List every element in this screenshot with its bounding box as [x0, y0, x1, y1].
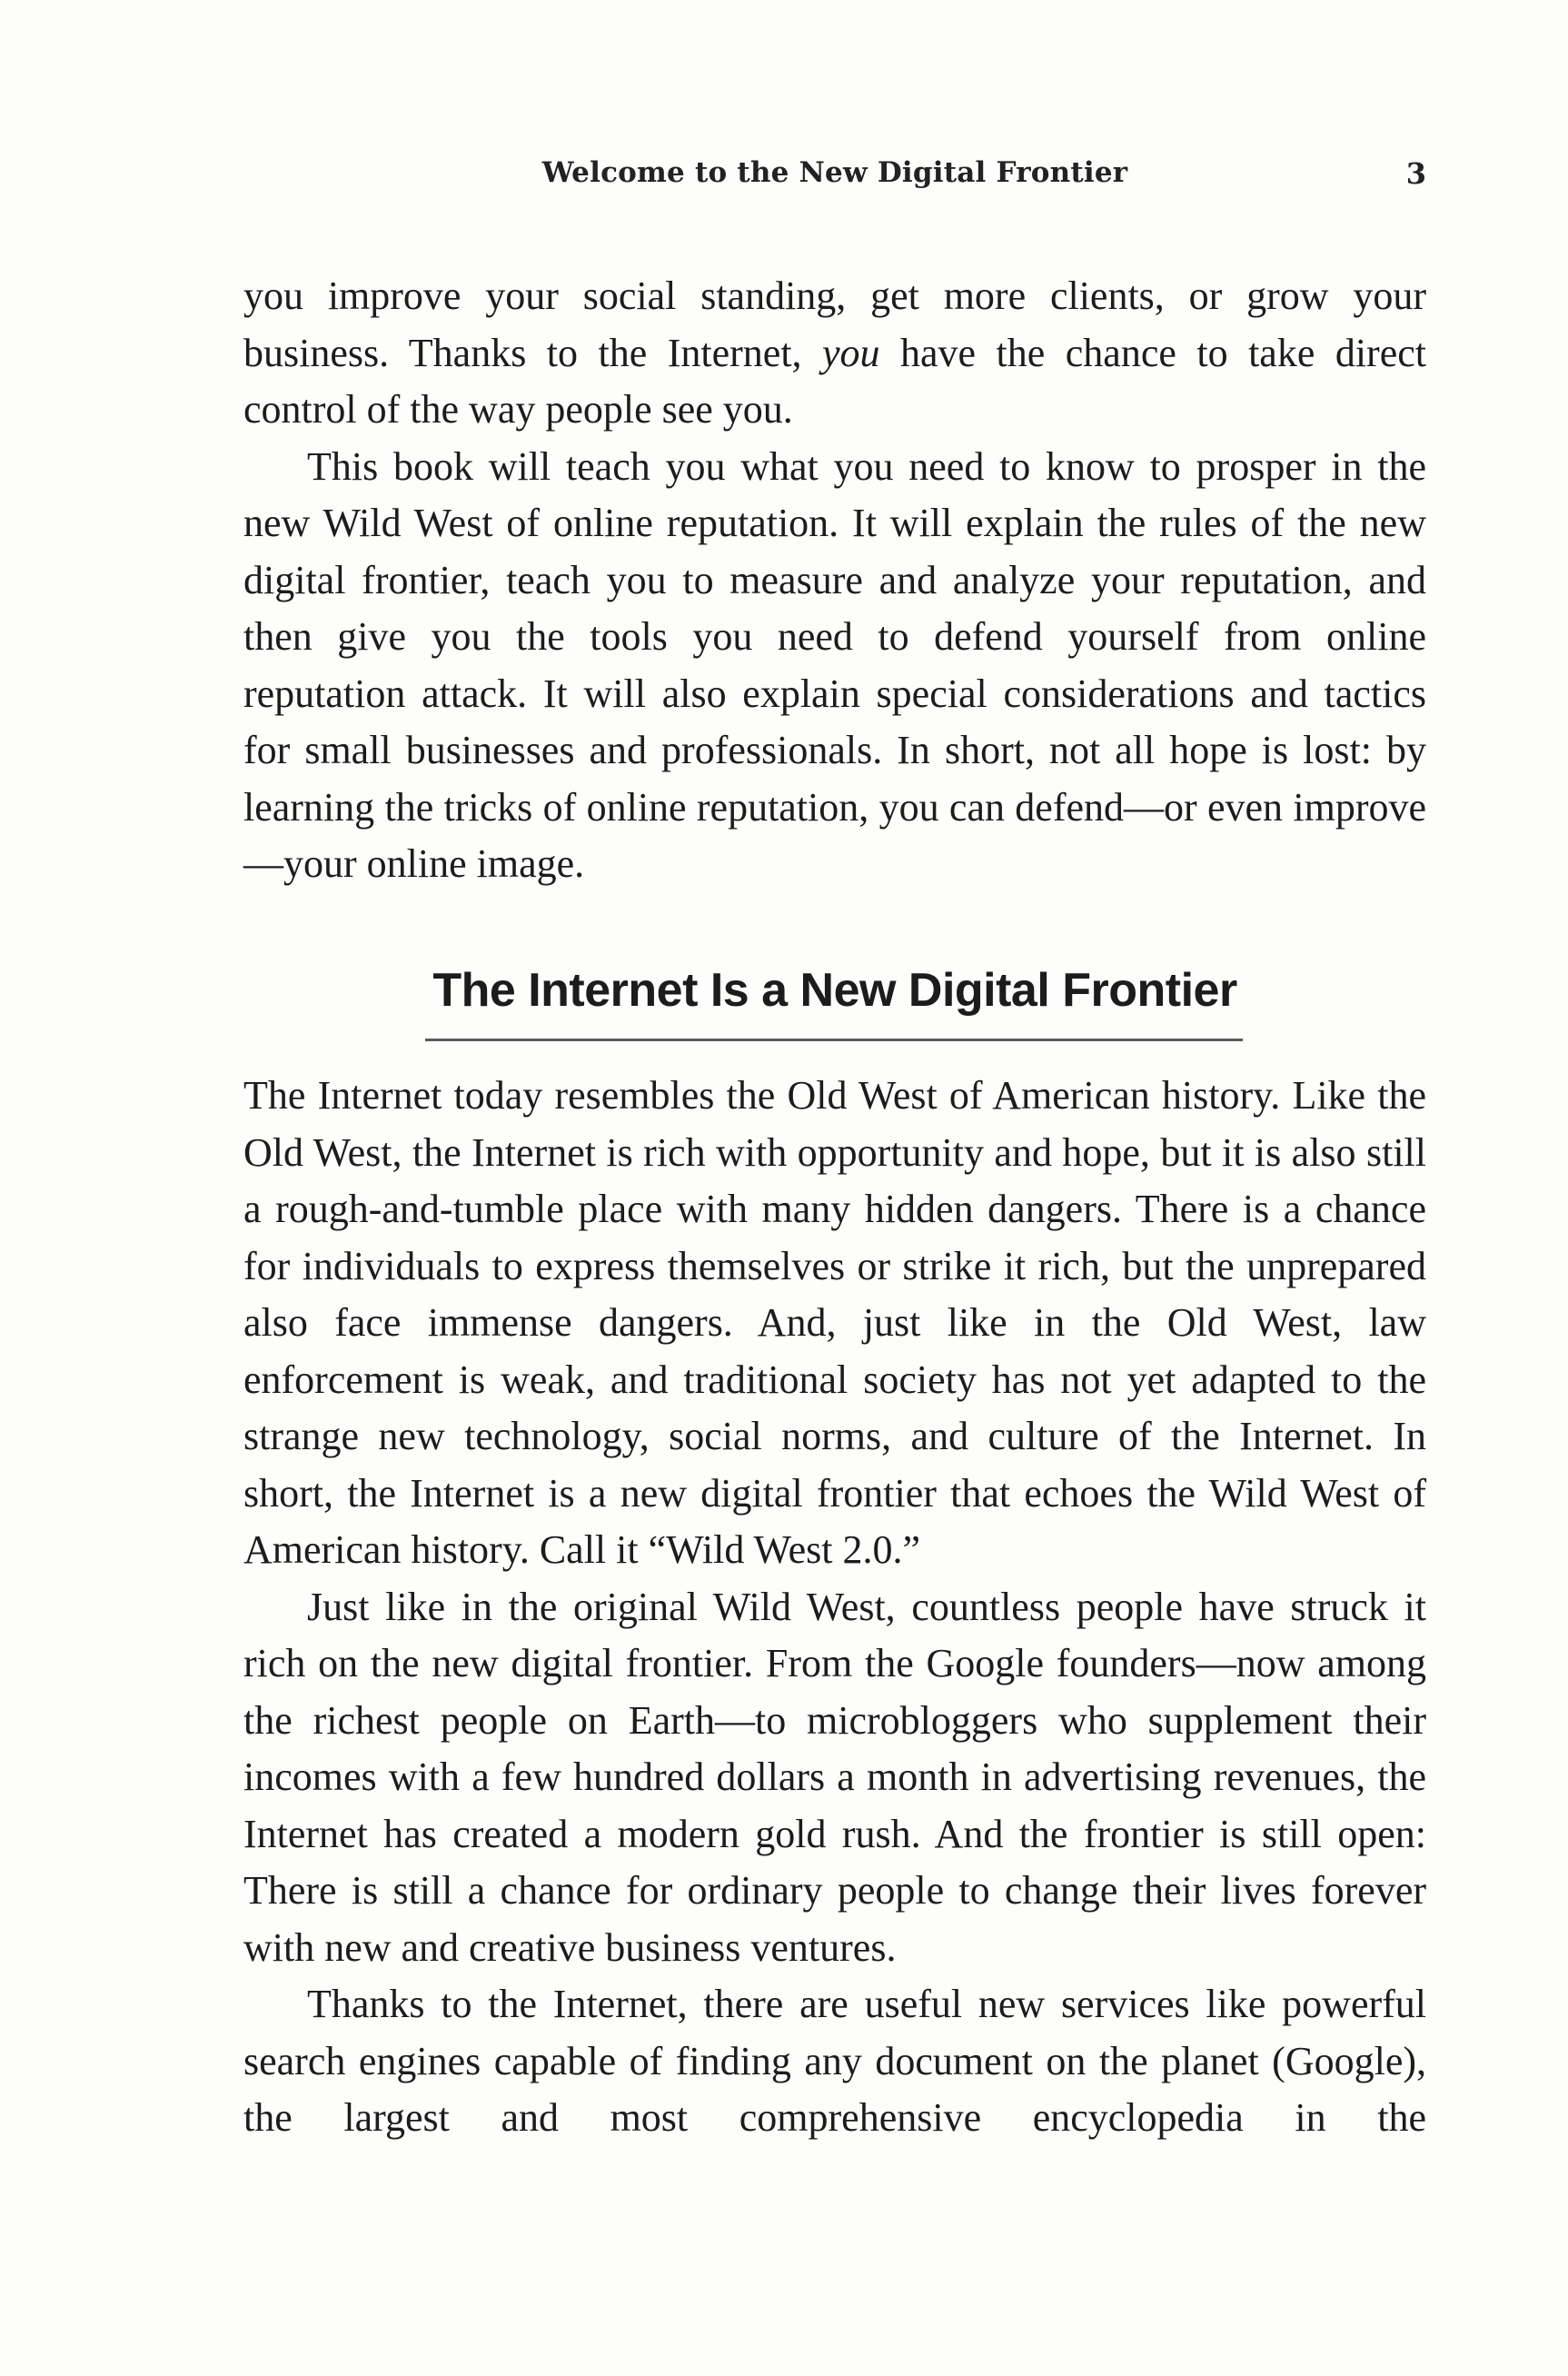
emphasis-you: you: [822, 330, 880, 375]
paragraph-old-west: The Internet today resembles the Old West of American history. Like the Old West, the Internet is rich with opportunity and hope, but it is also still a rough-and-tumble place with many hidden dangers. There is a chance for individuals to express themselves or strike it rich, but the unprepared also face immense dangers. And, just like in the Old West, law enforcement is weak, and traditional society has not yet adapted to the strange new technology, social norms, and culture of the Internet. In short, the Internet is a new digital frontier that echoes the Wild West of American history. Call it “Wild West 2.0.”: [243, 1073, 1426, 1572]
paragraph-book-purpose: This book will teach you what you need to know to prosper in the new Wild West of online reputation. It will explain the rules of the new digital frontier, teach you to measure and analyze your reputation, and then give you the tools you need to defend yourself from online reputation attack. It will also explain special considerations and tactics for small businesses and professionals. In short, not all hope is lost: by learning the tricks of online reputation, you can defend—or even improve—your online image.: [243, 443, 1426, 886]
page-number: 3: [1405, 156, 1426, 191]
paragraph-gold-rush: Just like in the original Wild West, countless people have struck it rich on the new digital frontier. From the Google founders—now among the richest people on Earth—to microbloggers who supplement their incomes with a few hundred dollars a month in advertising revenues, the Internet has created a modern gold rush. And the frontier is still open: There is still a chance for ordinary people to change their lives forever with new and creative business ventures.: [243, 1584, 1426, 1970]
running-head: [243, 156, 1426, 202]
text-block-intro: [243, 268, 1426, 893]
heading-rule: [425, 1039, 1243, 1041]
running-head-title: Welcome to the New Digital Frontier: [541, 156, 1128, 189]
text-block-section: [243, 1068, 1426, 2147]
paragraph-new-services: Thanks to the Internet, there are useful new services like powerful search engines capable of finding any document on the planet (Google), the largest and most comprehensive encyclopedia in the: [243, 1982, 1426, 2140]
section-heading: The Internet Is a New Digital Frontier: [432, 964, 1237, 1017]
paragraph-continuation: you improve your social standing, get more clients, or grow your business. Thanks to the Internet, you have the chance to take direct control of the way people see you.: [243, 273, 1426, 432]
